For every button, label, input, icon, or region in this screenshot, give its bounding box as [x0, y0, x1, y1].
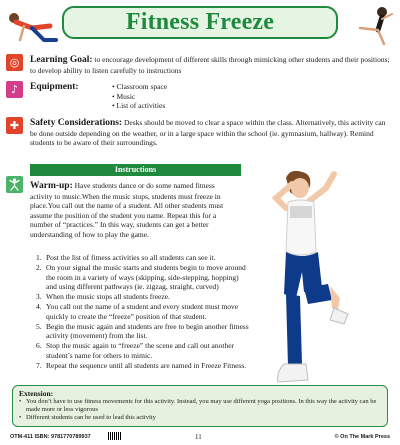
equipment-item: • List of activities: [112, 101, 166, 110]
learning-goal-label: Learning Goal:: [30, 55, 93, 65]
learning-goal-text: to encourage development of different skills through mimicking other students and their positions; to develop ability to listen carefully to instructions: [30, 55, 390, 75]
list-item: • You don’t have to use fitness movements for this activity. Instead, you may use different yoga positions. In this way the activity can be made more or less vigorous: [19, 398, 381, 414]
first-aid-icon: ✚: [6, 117, 23, 134]
extension-title: Extension:: [19, 389, 54, 398]
jumping-figure-icon: [6, 176, 23, 193]
target-icon: ◎: [6, 54, 23, 71]
step-number: 5.: [36, 321, 42, 331]
step-number: 6.: [36, 341, 42, 350]
jumping-figure-glyph: [8, 178, 21, 191]
equipment-label: Equipment:: [30, 82, 79, 92]
equipment-item: • Classroom space: [112, 82, 168, 91]
warmup-label: Warm-up:: [30, 181, 73, 191]
extension-list: [19, 398, 381, 422]
equipment-list: [112, 82, 167, 111]
warmup-text: Have students dance or do some named fitness activity to music.When the music stops, students must freeze in place.You call out the name of a student. All other students must assume the position of the student you name. Repeat this for a number of “practices.” In this way, students can get a better understanding of how to play the game.: [30, 181, 224, 239]
page-footer: [10, 432, 390, 442]
warmup-section: [30, 181, 238, 239]
kid-stretching-illustration: [2, 4, 60, 48]
list-item: [38, 292, 250, 302]
step-text: Post the list of fitness activities so all students can see it.: [46, 253, 216, 262]
step-number: 2.: [36, 263, 42, 272]
music-note-icon: ♪: [6, 81, 23, 98]
step-text: When the music stops all students freeze.: [46, 292, 170, 301]
boy-posing-photo: [256, 168, 354, 394]
list-item: • Different students can be used to lead this activity: [19, 414, 381, 422]
step-number: 3.: [36, 292, 42, 301]
barcode-icon: [108, 432, 122, 440]
equipment-item: • Music: [112, 91, 136, 101]
list-item: [38, 322, 250, 341]
step-number: 7.: [36, 360, 42, 370]
list-item: [38, 263, 250, 292]
step-text: On your signal the music starts and students begin to move around the room in a variety of ways (skipping, side-stepping, hopping) and using different pathways (ie. zigzag, straight, curved): [46, 263, 246, 291]
step-number: 4.: [36, 302, 42, 311]
extension-box: [12, 385, 388, 427]
safety-text: Desks should be moved to clear a space within the class. Alternatively, this activity can be done outside depending on the weather, or in a large space within the school (ie. gymnasium, hallway). Remind students to be aware of their surroundings.: [30, 118, 386, 147]
page-number: 11: [195, 433, 202, 441]
step-text: Begin the music again and students are free to begin another fitness activity (movement) from the list.: [46, 321, 249, 340]
equipment-section: [30, 82, 392, 110]
page-title: Fitness Freeze: [125, 9, 275, 35]
title-banner: [62, 6, 338, 39]
safety-section: [30, 118, 392, 148]
learning-goal-section: [30, 55, 392, 75]
list-item: [38, 253, 250, 263]
step-text: You call out the name of a student and every student must move quickly to create the “freeze” position of that student.: [46, 302, 239, 321]
list-item: [38, 302, 250, 321]
safety-label: Safety Considerations:: [30, 118, 123, 128]
instruction-steps: [38, 253, 250, 371]
step-text: Repeat the sequence until all students are named in Freeze Fitness.: [46, 360, 247, 370]
list-item: [38, 341, 250, 360]
step-text: Stop the music again to “freeze” the scene and call out another student’s name for others to mimic.: [46, 341, 235, 360]
publisher-credit: © On The Mark Press: [334, 434, 390, 440]
instructions-header: Instructions: [30, 164, 241, 176]
isbn-text: OTM-411 ISBN: 9781770789937: [10, 434, 91, 440]
kid-posing-illustration: [340, 4, 398, 48]
step-number: 1.: [36, 253, 42, 262]
